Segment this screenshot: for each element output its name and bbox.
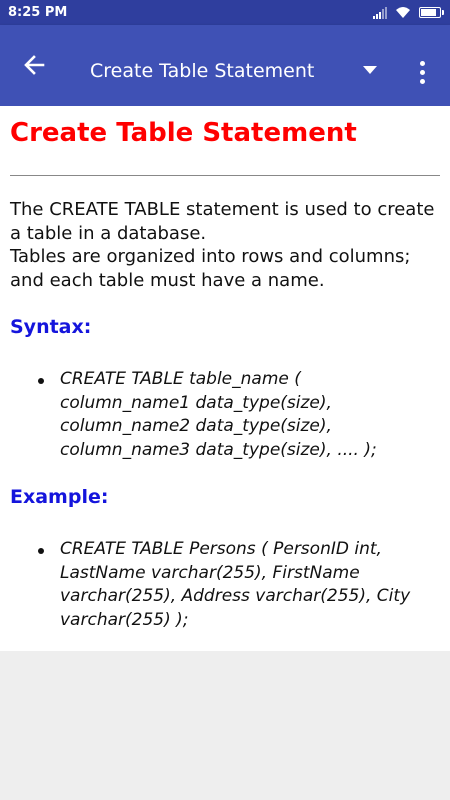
wifi-icon	[396, 7, 410, 18]
code-line: CREATE TABLE Persons ( PersonID int,	[60, 539, 382, 559]
more-vert-icon[interactable]	[412, 57, 432, 87]
code-line: column_name3 data_type(size), .... );	[60, 439, 377, 460]
intro-line: Tables are organized into rows and columns;	[10, 246, 411, 267]
dropdown-button[interactable]	[358, 61, 382, 79]
page-title: Create Table Statement	[10, 118, 357, 148]
code-line: varchar(255), Address varchar(255), City	[60, 586, 411, 606]
code-line: column_name1 data_type(size),	[60, 392, 332, 413]
arrow-drop-down-icon	[363, 61, 377, 79]
syntax-heading: Syntax:	[10, 316, 92, 338]
status-time: 8:25 PM	[8, 5, 68, 20]
code-line: column_name2 data_type(size),	[60, 416, 332, 436]
syntax-item	[36, 368, 436, 462]
intro-line: The CREATE TABLE statement is used to create	[10, 199, 435, 220]
code-line: varchar(255) );	[60, 609, 189, 630]
app-bar	[0, 25, 450, 106]
intro-text	[10, 198, 442, 292]
example-heading: Example:	[10, 486, 109, 508]
arrow-back-icon	[23, 54, 45, 81]
battery-level	[421, 9, 436, 16]
example-list	[36, 538, 436, 632]
code-line: LastName varchar(255), FirstName	[60, 562, 360, 583]
overflow-dot	[420, 61, 425, 66]
overflow-dot	[420, 79, 425, 84]
signal-icon	[373, 7, 387, 19]
overflow-dot	[420, 70, 425, 75]
back-button[interactable]	[20, 53, 48, 81]
content-panel	[0, 106, 450, 651]
intro-line: a table in a database.	[10, 222, 207, 244]
example-item	[36, 538, 436, 632]
battery-icon	[419, 7, 441, 18]
intro-line: and each table must have a name.	[10, 269, 325, 291]
divider	[10, 175, 440, 176]
status-bar	[0, 0, 450, 25]
app-title: Create Table Statement	[90, 60, 315, 82]
code-line: CREATE TABLE table_name (	[60, 369, 301, 389]
status-icons	[373, 7, 441, 19]
syntax-list	[36, 368, 436, 462]
